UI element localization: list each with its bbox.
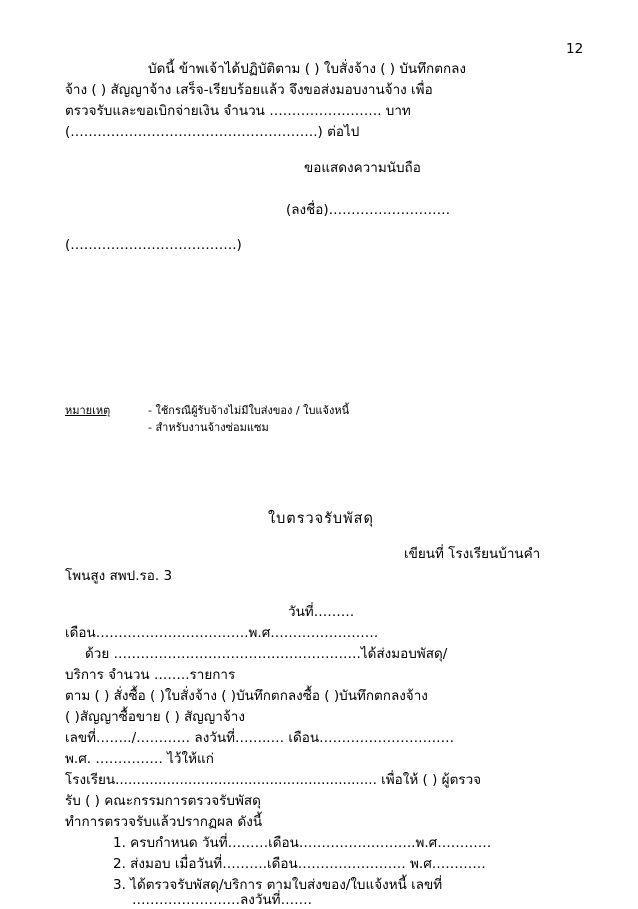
month-year-line: เดือน…………………………….พ.ศ…………………… [65, 625, 379, 641]
result-item-3: 3. ได้ตรวจรับพัสดุ/บริการ ตามใบส่งของ/ใบแจ้งหนี้ เลขที่ [113, 877, 443, 893]
by-line: ด้วย ……………………………………………….ได้ส่งมอบพัสดุ/ [85, 646, 448, 662]
note-item-2: - สำหรับงานจ้างซ่อมแซม [148, 421, 269, 434]
page-number: 12 [566, 41, 584, 57]
year-give-line: พ.ศ. …………… ไว้ให้แก่ [65, 751, 214, 767]
service-line: บริการ จำนวน ……..รายการ [65, 667, 236, 683]
date-line: วันที่……… [288, 604, 355, 620]
according-line: ตาม ( ) สั่งซื้อ ( )ใบสั่งจ้าง ( )บันทึกตกลงซื้อ ( )บันทึกตกลงจ้าง [65, 688, 428, 704]
written-at: เขียนที่ โรงเรียนบ้านคำ [404, 546, 541, 562]
report-line-1: บัดนี้ ข้าพเจ้าได้ปฏิบัติตาม ( ) ใบสั่งจ้าง ( ) บันทึกตกลง [148, 61, 467, 77]
contract-line: ( )สัญญาซื้อขาย ( ) สัญญาจ้าง [65, 709, 245, 725]
last-line: ……………………ลงวันที่……. [132, 892, 312, 908]
report-line-3: ตรวจรับและขอเบิกจ่ายเงิน จำนวน ……………………. บาท [65, 103, 411, 119]
receive-line: รับ ( ) คณะกรรมการตรวจรับพัสดุ [65, 793, 261, 809]
school-line: โรงเรียน............................................................. เพื่อให้ ( ) ผู้ตรวจ [65, 772, 482, 788]
receipt-title: ใบตรวจรับพัสดุ [268, 511, 374, 527]
school-name-cont: โพนสูง สพป.รอ. 3 [65, 568, 173, 584]
name-line: (……………………………….) [65, 237, 242, 253]
notes-label: หมายเหตุ [65, 404, 111, 417]
signature-line: (ลงชื่อ)……………………… [286, 202, 451, 218]
result-item-2: 2. ส่งมอบ เมื่อวันที่……….เดือน…………………… พ.ศ………… [113, 856, 486, 872]
report-line-2: จ้าง ( ) สัญญาจ้าง เสร็จ-เรียบร้อยแล้ว จึงขอส่งมอบงานจ้าง เพื่อ [65, 82, 433, 98]
result-line: ทำการตรวจรับแล้วปรากฏผล ดังนี้ [65, 814, 263, 830]
number-line: เลขที่……../………… ลงวันที่……..… เดือน………………………… [65, 730, 455, 746]
report-line-4: (……………………………………………….) ต่อไป [65, 124, 360, 140]
result-item-1: 1. ครบกำหนด วันที่………เดือน……………………..พ.ศ………… [113, 835, 492, 851]
closing-respect: ขอแสดงความนับถือ [304, 160, 421, 176]
note-item-1: - ใช้กรณีผู้รับจ้างไม่มีใบส่งของ / ใบแจ้งหนี้ [148, 404, 350, 417]
